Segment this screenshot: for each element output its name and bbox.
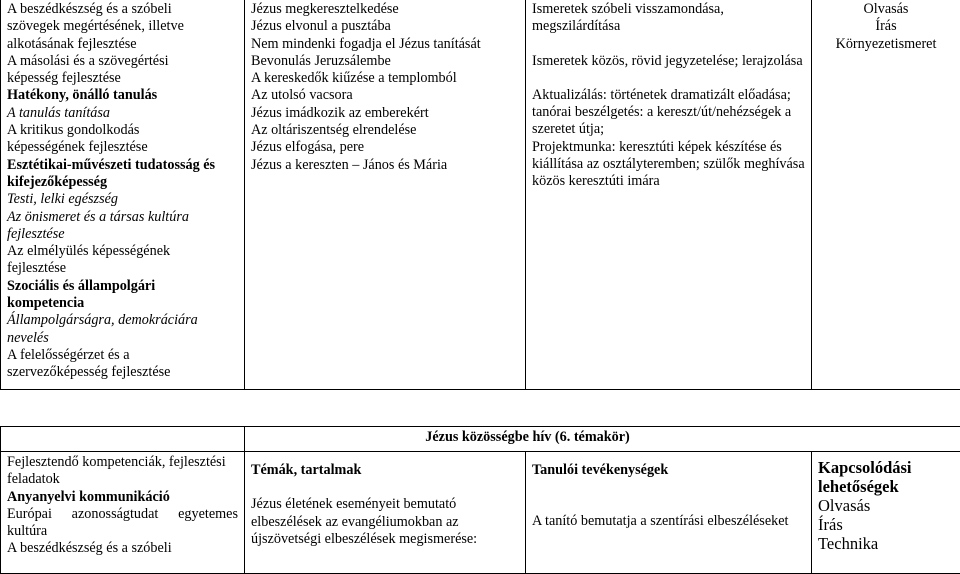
topic-item: Bevonulás Jeruzsálembe xyxy=(251,53,519,70)
activity-paragraph: Projektmunka: keresztúti képek készítése és kiállítása az osztályteremben; szülők meghívása közös keresztúti imára xyxy=(532,139,805,191)
bottom-competency-line: Fejlesztendő kompetenciák, fejlesztési feladatok xyxy=(7,454,238,489)
competency-line: fejlesztése xyxy=(7,226,238,243)
curriculum-table-bottom xyxy=(0,426,960,574)
connections-header: Kapcsolódási lehetőségek xyxy=(818,458,954,496)
competency-line: szövegek megértésének, illetve xyxy=(7,18,238,35)
spacer xyxy=(532,36,805,53)
topics-cell xyxy=(245,0,526,390)
competency-line: alkotásának fejlesztése xyxy=(7,36,238,53)
competency-line: Állampolgárságra, demokráciára xyxy=(7,312,238,329)
activities-cell xyxy=(526,0,812,390)
competency-line: nevelés xyxy=(7,330,238,347)
bottom-connections-cell xyxy=(812,452,960,574)
competency-line: A tanulás tanítása xyxy=(7,105,238,122)
theme-title: Jézus közösségbe hív (6. témakör) xyxy=(245,427,960,452)
spacer xyxy=(532,70,805,87)
topic-item: Jézus a kereszten – János és Mária xyxy=(251,157,519,174)
topics-text: Jézus életének eseményeit bemutató elbeszélések az evangéliumokban az újszövetségi elbeszélések megismerése: xyxy=(251,496,519,548)
topic-item: Jézus elfogása, pere xyxy=(251,139,519,156)
competency-line: képességének fejlesztése xyxy=(7,139,238,156)
competency-line: Hatékony, önálló tanulás xyxy=(7,87,238,104)
competency-line: szervezőképesség fejlesztése xyxy=(7,364,238,381)
activity-paragraph: Ismeretek közös, rövid jegyzetelése; lerajzolása xyxy=(532,53,805,70)
competency-line: Az önismeret és a társas kultúra xyxy=(7,209,238,226)
connection-item: Olvasás xyxy=(818,1,954,18)
connection-item: Írás xyxy=(818,18,954,35)
topic-item: Nem mindenki fogadja el Jézus tanítását xyxy=(251,36,519,53)
competency-line: kifejezőképesség xyxy=(7,174,238,191)
topic-item: Az oltáriszentség elrendelése xyxy=(251,122,519,139)
competency-line: A felelősségérzet és a xyxy=(7,347,238,364)
competency-line: kompetencia xyxy=(7,295,238,312)
competency-line: A másolási és a szövegértési xyxy=(7,53,238,70)
bottom-activities-cell xyxy=(526,452,812,574)
topic-item: Az utolsó vacsora xyxy=(251,87,519,104)
bottom-competencies-cell xyxy=(1,452,245,574)
activities-text: A tanító bemutatja a szentírási elbeszéléseket xyxy=(532,513,805,530)
topics-header: Témák, tartalmak xyxy=(251,462,519,479)
bottom-competency-line: A beszédkészség és a szóbeli xyxy=(7,540,238,557)
competency-line: Testi, lelki egészség xyxy=(7,191,238,208)
connections-cell xyxy=(812,0,960,390)
competency-line: A kritikus gondolkodás xyxy=(7,122,238,139)
connection-item: Olvasás xyxy=(818,496,954,515)
competency-line: képesség fejlesztése xyxy=(7,70,238,87)
competency-line: fejlesztése xyxy=(7,260,238,277)
activity-paragraph: Ismeretek szóbeli visszamondása, megszilárdítása xyxy=(532,1,805,36)
topic-item: Jézus megkeresztelkedése xyxy=(251,1,519,18)
bottom-competency-line: Európai azonosságtudat egyetemes kultúra xyxy=(7,506,238,541)
activities-header: Tanulói tevékenységek xyxy=(532,462,805,479)
topic-item: Jézus elvonul a pusztába xyxy=(251,18,519,35)
competencies-cell xyxy=(1,0,245,390)
topic-item: A kereskedők kiűzése a templomból xyxy=(251,70,519,87)
connection-item: Környezetismeret xyxy=(818,36,954,53)
connection-item: Írás xyxy=(818,515,954,534)
competency-line: Esztétikai-művészeti tudatosság és xyxy=(7,157,238,174)
competency-line: Az elmélyülés képességének xyxy=(7,243,238,260)
bottom-topics-cell xyxy=(245,452,526,574)
bottom-competency-line: Anyanyelvi kommunikáció xyxy=(7,489,238,506)
connection-item: Technika xyxy=(818,534,954,553)
competency-line: Szociális és állampolgári xyxy=(7,278,238,295)
activity-paragraph: Aktualizálás: történetek dramatizált előadása; tanórai beszélgetés: a kereszt/út/nehézségek a szeretet útja; xyxy=(532,87,805,139)
theme-title-blank-left xyxy=(1,427,245,452)
topic-item: Jézus imádkozik az emberekért xyxy=(251,105,519,122)
competency-line: A beszédkészség és a szóbeli xyxy=(7,1,238,18)
